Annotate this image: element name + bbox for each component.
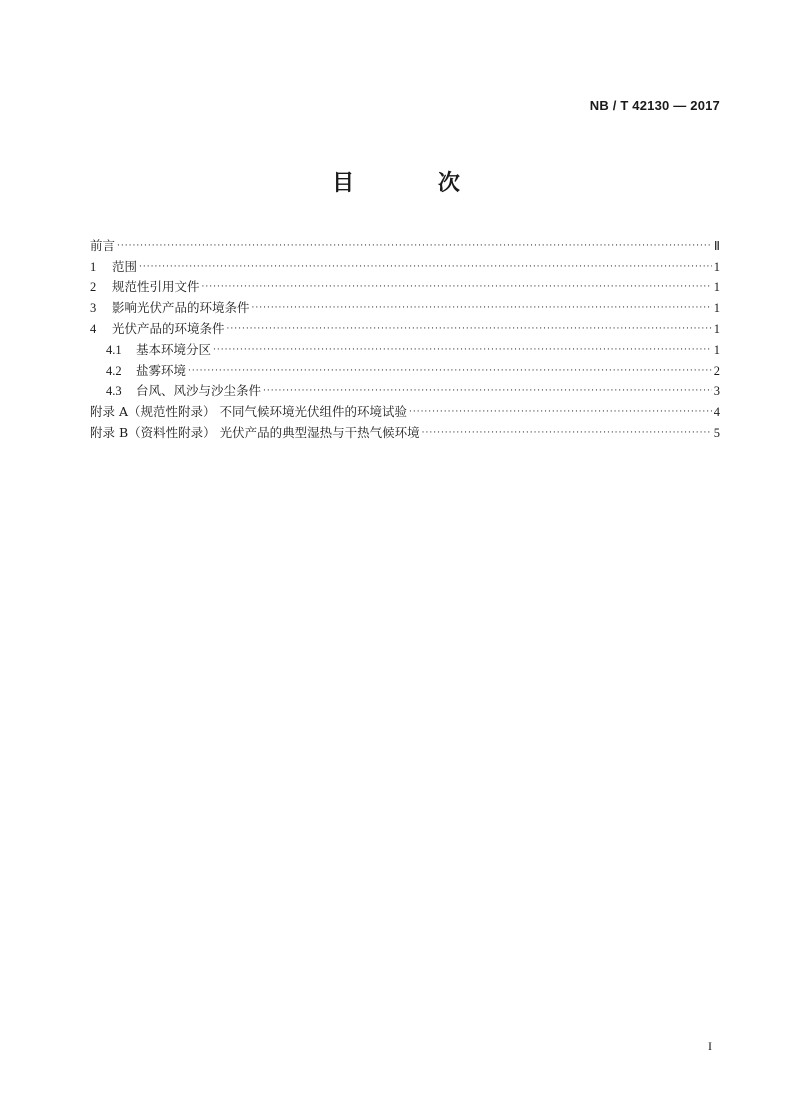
toc-entry-4-1[interactable] <box>90 337 720 358</box>
toc-entry-appendix-a[interactable] <box>90 399 720 420</box>
toc-entry-appendix-b[interactable] <box>90 420 720 441</box>
toc-entry-page: 5 <box>713 425 720 440</box>
page-title: 目 次 <box>332 171 498 196</box>
toc-entry-foreword[interactable] <box>90 233 720 254</box>
toc-entry-number: 2 <box>90 280 97 295</box>
toc-leader-dots <box>202 279 712 295</box>
page-number: I <box>708 1039 712 1053</box>
toc-leader-dots <box>117 238 712 254</box>
toc-entry-4[interactable] <box>90 316 720 337</box>
toc-entry-text: 台风、风沙与沙尘条件 <box>136 383 262 399</box>
toc-entry-page: 1 <box>713 342 720 357</box>
toc-entry-text: 光伏产品的环境条件 <box>112 320 225 336</box>
toc-entry-page: 3 <box>713 384 720 399</box>
toc-leader-dots <box>422 425 712 441</box>
toc-entry-text: 附录 B（资料性附录） 光伏产品的典型湿热与干热气候环境 <box>90 424 420 440</box>
toc-entry-text: 影响光伏产品的环境条件 <box>112 300 250 316</box>
toc-entry-page: 1 <box>713 301 720 316</box>
standard-code: NB / T 42130 — 2017 <box>589 98 720 113</box>
toc-entry-page: Ⅱ <box>713 238 720 253</box>
toc-leader-dots <box>409 404 712 420</box>
toc-entry-2[interactable] <box>90 275 720 296</box>
toc-entry-4-3[interactable] <box>90 379 720 400</box>
toc-entry-number: 4.2 <box>106 363 122 378</box>
toc-leader-dots <box>188 363 712 379</box>
toc-entry-number: 4.3 <box>106 384 122 399</box>
toc-leader-dots <box>139 259 712 275</box>
toc-entry-text: 规范性引用文件 <box>112 279 200 295</box>
toc-entry-number: 4 <box>90 321 97 336</box>
toc-entry-3[interactable] <box>90 295 720 316</box>
table-of-contents <box>90 233 720 441</box>
toc-entry-text: 前言 <box>90 237 116 253</box>
toc-entry-text: 基本环境分区 <box>136 341 212 357</box>
toc-entry-number: 4.1 <box>106 342 122 357</box>
toc-entry-1[interactable] <box>90 254 720 275</box>
toc-entry-page: 4 <box>713 405 720 420</box>
toc-leader-dots <box>227 321 712 337</box>
toc-entry-text: 范围 <box>112 258 138 274</box>
toc-entry-number: 3 <box>90 301 97 316</box>
toc-entry-4-2[interactable] <box>90 358 720 379</box>
toc-entry-page: 2 <box>713 363 720 378</box>
toc-entry-text: 附录 A（规范性附录） 不同气候环境光伏组件的环境试验 <box>90 404 407 420</box>
toc-entry-page: 1 <box>713 280 720 295</box>
toc-entry-page: 1 <box>713 259 720 274</box>
toc-entry-number: 1 <box>90 259 97 274</box>
toc-leader-dots <box>213 342 712 358</box>
toc-leader-dots <box>263 383 712 399</box>
toc-leader-dots <box>252 300 712 316</box>
toc-entry-page: 1 <box>713 321 720 336</box>
toc-entry-text: 盐雾环境 <box>136 362 187 378</box>
